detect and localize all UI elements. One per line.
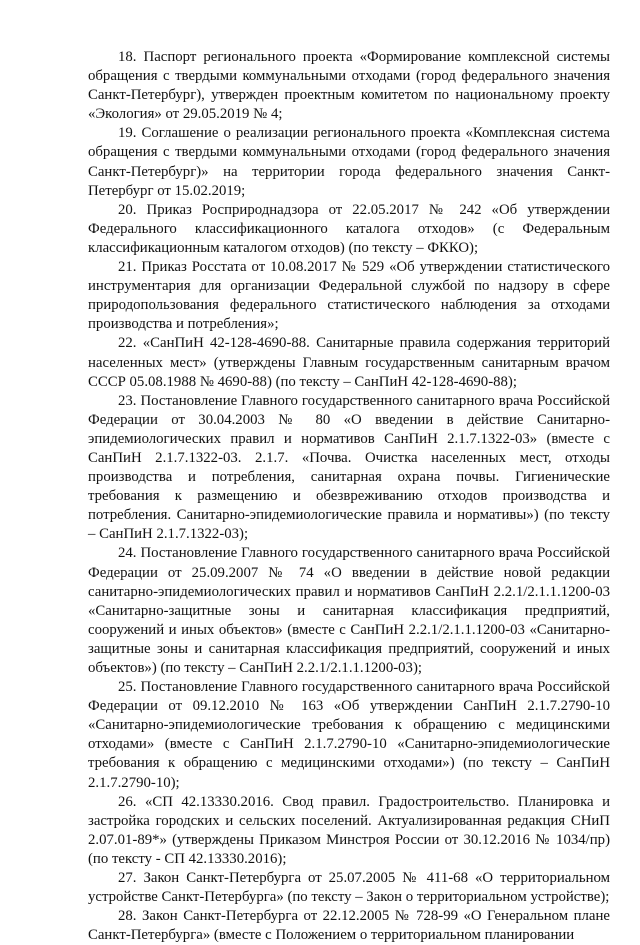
list-item-21: 21. Приказ Росстата от 10.08.2017 № 529 «Об утверждении статистического инструментария для организации Федеральной службой по надзору в сфере природопользования федерального статистического наблюдения за отходами производства и потребления»; xyxy=(88,259,610,333)
list-item-18: 18. Паспорт регионального проекта «Формирование комплексной системы обращения с твердыми коммунальными отходами (город федерального значения Санкт-Петербург), утвержден проектным комитетом по национальному проекту «Экология» от 29.05.2019 № 4; xyxy=(88,49,610,123)
list-item-26: 26. «СП 42.13330.2016. Свод правил. Градостроительство. Планировка и застройка городских и сельских поселений. Актуализированная редакция СНиП 2.07.01-89*» (утверждены Приказом Минстроя России от 30.12.2016 № 1034/пр) (по тексту - СП 42.13330.2016); xyxy=(88,793,610,867)
list-item-24: 24. Постановление Главного государственного санитарного врача Российской Федерации от 25.09.2007 № 74 «О введении в действие новой редакции санитарно-эпидемиологических правил и нормативов СанПиН 2.2.1/2.1.1.1200-03 «Санитарно-защитные зоны и санитарная классификация предприятий, сооружений и иных объектов» (вместе с СанПиН 2.2.1/2.1.1.1200-03 «Санитарно-защитные зоны и санитарная классификация предприятий, сооружений и иных объектов») (по тексту – СанПиН 2.2.1/2.1.1.1200-03); xyxy=(88,545,610,676)
list-item-20: 20. Приказ Росприроднадзора от 22.05.2017 № 242 «Об утверждении Федерального классификационного каталога отходов» (с Федеральным классификационным каталогом отходов) (по тексту – ФККО); xyxy=(88,201,610,256)
list-item-23: 23. Постановление Главного государственного санитарного врача Российской Федерации от 30.04.2003 № 80 «О введении в действие Санитарно-эпидемиологических правил и нормативов СанПиН 2.1.7.1322-03» (вместе с СанПиН 2.1.7.1322-03. 2.1.7. «Почва. Очистка населенных мест, отходы производства и потребления, санитарная охрана почвы. Гигиенические требования к размещению и обезвреживанию отходов производства и потребления. Санитарно-эпидемиологические правила и нормативы») (по тексту – СанПиН 2.1.7.1322-03); xyxy=(88,392,610,543)
list-item-19: 19. Соглашение о реализации регионального проекта «Комплексная система обращения с твердыми коммунальными отходами (город федерального значения Санкт-Петербург)» на территории города федерального значения Санкт-Петербург от 15.02.2019; xyxy=(88,125,610,199)
list-item-25: 25. Постановление Главного государственного санитарного врача Российской Федерации от 09.12.2010 № 163 «Об утверждении СанПиН 2.1.7.2790-10 «Санитарно-эпидемиологические требования к обращению с медицинскими отходами» (вместе с СанПиН 2.1.7.2790-10 «Санитарно-эпидемиологические требования к обращению с медицинскими отходами») (по тексту – СанПиН 2.1.7.2790-10); xyxy=(88,679,610,791)
list-item-27: 27. Закон Санкт-Петербурга от 25.07.2005 № 411-68 «О территориальном устройстве Санкт-Петербурга» (по тексту – Закон о территориальном устройстве); xyxy=(88,870,610,906)
document-body xyxy=(88,48,610,945)
list-item-22: 22. «СанПиН 42-128-4690-88. Санитарные правила содержания территорий населенных мест» (утверждены Главным государственным санитарным врачом СССР 05.08.1988 № 4690-88) (по тексту – СанПиН 42-128-4690-88); xyxy=(88,335,610,390)
list-item-28: 28. Закон Санкт-Петербурга от 22.12.2005 № 728-99 «О Генеральном плане Санкт-Петербурга» (вместе с Положением о территориальном планировании xyxy=(88,908,610,944)
